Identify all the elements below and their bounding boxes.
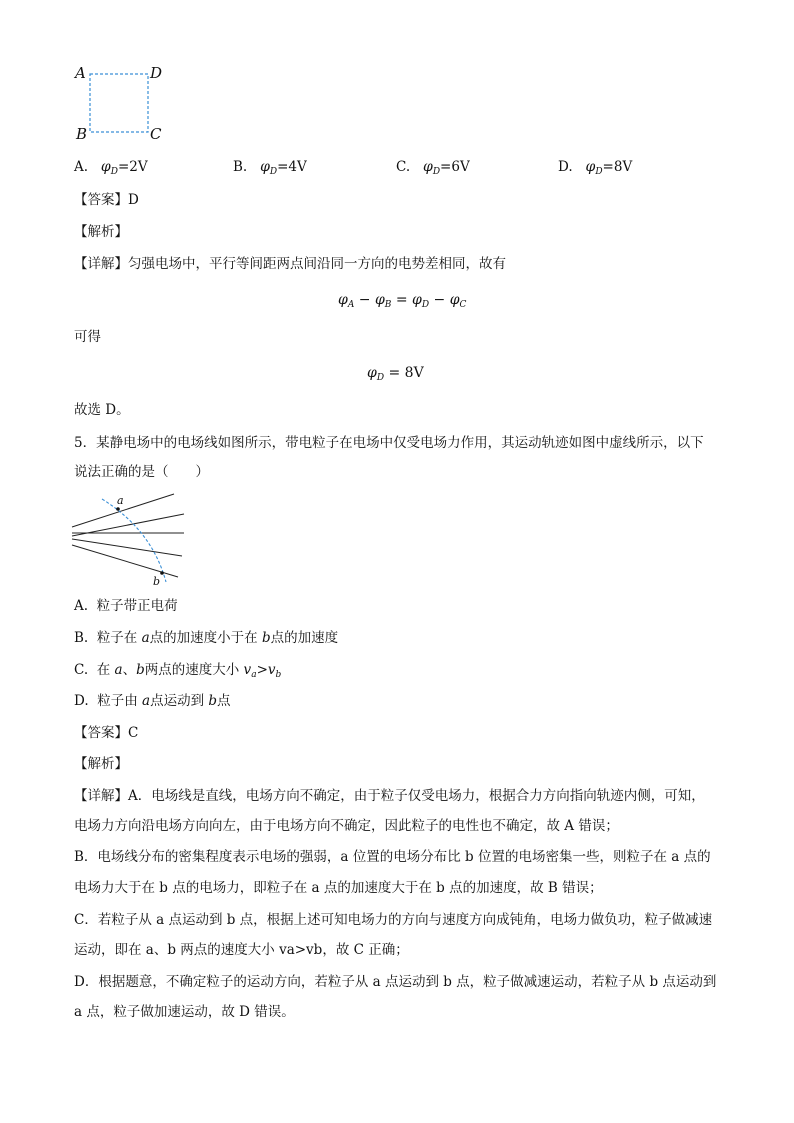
answer-tag: 【答案】 [74,192,128,208]
q5-detail-line-6: 运动，即在 a、b 两点的速度大小 va>vb，故 C 正确； [74,942,409,958]
phi-symbol: φ [367,365,377,381]
phi-symbol: φ [423,159,433,175]
phi-symbol: φ [374,292,385,308]
option-value: =4V [277,159,307,175]
option-text: 点的加速度 [270,630,339,646]
option-text: 、 [122,662,137,678]
option-letter: B. [233,159,248,175]
q4-detail [74,258,506,272]
option-text: 点的加速度小于在 [149,630,262,646]
dashed-square [90,74,148,132]
option-letter: A. [74,159,89,175]
q4-answer [74,194,139,208]
option-letter: C. [396,159,411,175]
vertex-label-c: C [150,125,162,142]
option-text: 两点的速度大小 [144,662,244,678]
point-var: a [142,693,151,709]
vertex-label-b: B [76,125,88,142]
phi-subscript: D [269,167,278,177]
trajectory-dashed [102,499,166,582]
q4-option-d [558,160,632,175]
option-letter: D. [74,693,89,709]
q4-keyi: 可得 [74,329,101,345]
option-text: 粒子在 [96,630,142,646]
q5-detail-line-7: D．根据题意，不确定粒子的运动方向，若粒子从 a 点运动到 b 点，粒子做减速运动，若粒子从 b 点运动到 [74,974,717,990]
phi-subscript: C [459,300,467,310]
phi-subscript: D [376,373,385,383]
point-label-b: b [153,575,161,588]
phi-subscript: D [595,167,603,177]
phi-symbol: φ [260,159,270,175]
point-a [116,507,120,511]
answer-value: D [128,192,139,208]
vertex-label-a: A [75,64,86,82]
phi-symbol: φ [585,159,596,175]
option-letter: A. [74,598,89,614]
operator: = [391,292,413,308]
q5-detail-line-3: B．电场线分布的密集程度表示电场的强弱，a 位置的电场分布比 b 位置的电场密集一些，则粒子在 a 点的 [74,849,711,865]
q5-analysis-tag: 【解析】 [74,756,128,772]
q5-detail-line-2: 电场力方向沿电场方向向左，由于电场方向不确定，因此粒子的电性也不确定，故 A 错误； [74,818,619,834]
phi-subscript: A [347,300,355,310]
field-line [72,539,182,556]
field-lines-figure [66,490,196,590]
phi-subscript: D [421,300,430,310]
point-var: b [208,693,218,709]
option-text: 在 [96,662,115,678]
point-var: a [141,630,150,646]
point-b [160,571,164,575]
point-var: b [261,630,271,646]
q5-option-b [74,632,338,646]
phi-symbol: φ [412,292,422,308]
phi-subscript: D [110,167,118,177]
q5-stem-line-1: 5．某静电场中的电场线如图所示，带电粒子在电场中仅受电场力作用，其运动轨迹如图中虚线所示，以下 [74,435,704,451]
equation-rest: = 8V [384,365,424,381]
option-text: 点 [217,693,231,709]
q5-option-d [74,695,231,709]
greater-than: > [256,662,268,678]
option-value: =8V [602,159,633,175]
velocity-subscript: a [251,670,257,680]
q4-conclusion: 故选 D。 [74,402,130,418]
phi-symbol: φ [100,159,111,175]
square-figure [70,62,190,142]
q5-stem-line-2: 说法正确的是（ ） [74,464,209,480]
phi-subscript: B [384,300,392,310]
phi-symbol: φ [449,292,460,308]
option-letter: D. [558,159,573,175]
detail-text: 匀强电场中，平行等间距两点间沿同一方向的电势差相同，故有 [128,256,506,272]
option-text: 点运动到 [150,693,209,709]
q5-detail-line-1: 【详解】A．电场线是直线，电场方向不确定，由于粒子仅受电场力，根据合力方向指向轨迹内侧，可知， [74,788,705,804]
q5-option-a [74,600,178,614]
phi-subscript: D [432,167,441,177]
option-text: 粒子带正电荷 [96,598,178,614]
operator: − [354,292,375,308]
option-value: =6V [440,159,470,175]
q5-option-c [74,664,281,678]
option-value: =2V [117,159,148,175]
phi-symbol: φ [338,292,348,308]
q4-equation-2 [367,365,424,383]
q4-equation-1 [338,292,467,310]
option-letter: B. [74,630,89,646]
velocity-var: v [267,662,276,678]
operator: − [429,292,450,308]
q4-analysis-tag: 【解析】 [74,224,128,240]
q4-option-c [396,160,470,175]
point-label-a: a [117,494,124,507]
q5-detail-line-8: a 点，粒子做加速运动，故 D 错误。 [74,1004,295,1020]
detail-tag: 【详解】 [74,256,128,272]
point-var: b [136,662,145,678]
answer-tag: 【答案】 [74,725,128,741]
option-text: 粒子由 [97,693,143,709]
q5-detail-line-4: 电场力大于在 b 点的电场力，即粒子在 a 点的加速度大于在 b 点的加速度，故 B 错误； [74,880,603,896]
option-letter: C. [74,662,89,678]
q5-detail-line-5: C．若粒子从 a 点运动到 b 点，根据上述可知电场力的方向与速度方向成钝角，电场力做负功，粒子做减速 [74,912,713,928]
q5-answer [74,727,138,741]
vertex-label-d: D [150,64,163,82]
velocity-var: v [243,662,252,678]
answer-value: C [128,725,139,741]
q4-option-b [233,160,307,175]
point-var: a [114,662,123,678]
q4-option-a [74,160,148,175]
velocity-subscript: b [275,670,282,680]
